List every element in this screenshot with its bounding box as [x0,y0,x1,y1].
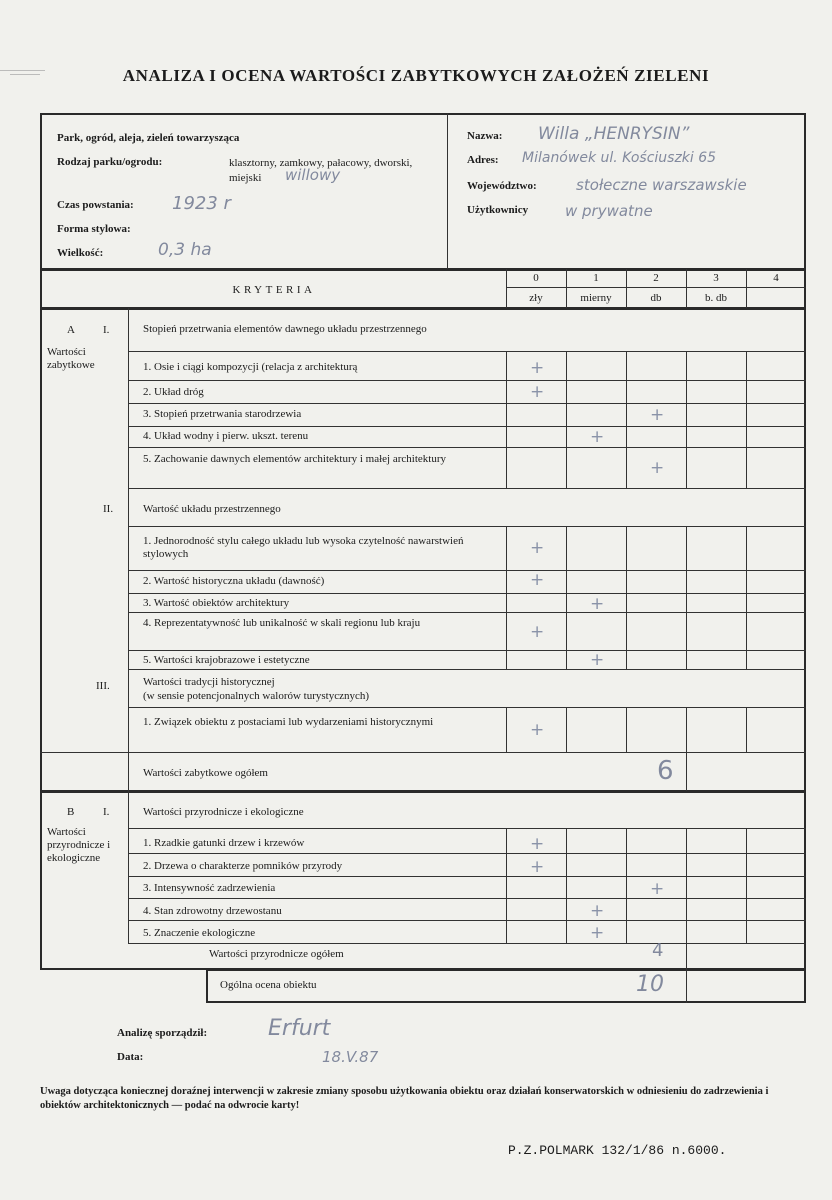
print-code: P.Z.POLMARK 132/1/86 n.6000. [508,1143,727,1158]
b-item-4: 4. Stan zdrowotny drzewostanu [143,905,282,917]
a3-title-1: Wartości tradycji historycznej [143,676,275,688]
a-total-handwritten: 6 [657,756,674,786]
score-mark: + [590,901,605,921]
a3-item-1: 1. Związek obiektu z postaciami lub wydarzeniami historycznymi [143,716,434,728]
forma-label: Forma stylowa: [57,223,131,235]
b-total-label: Wartości przyrodnicze ogółem [209,948,344,960]
rodzaj-handwritten: willowy [285,166,341,184]
form-title: ANALIZA I OCENA WARTOŚCI ZABYTKOWYCH ZAŁOŻEŃ ZIELENI [122,66,710,85]
adres-handwritten: Milanówek ul. Kościuszki 65 [522,150,717,166]
score-mark: + [590,594,605,614]
score-mark: + [530,622,545,642]
a1-item-2: 2. Układ dróg [143,386,204,398]
a2-item-2: 2. Wartość historyczna układu (dawność) [143,575,325,587]
a2-title: Wartość układu przestrzennego [143,503,281,515]
data-label: Data: [117,1051,144,1063]
b-item-2: 2. Drzewa o charakterze pomników przyrody [143,860,343,872]
a1-title: Stopień przetrwania elementów dawnego układu przestrzennego [143,323,427,335]
analiza-signature: Erfurt [268,1016,331,1041]
rodzaj-options: klasztorny, zamkowy, pałacowy, dworski, [229,157,413,169]
score-2: 2 [653,272,659,284]
a-total-label: Wartości zabytkowe ogółem [143,767,268,779]
a2-item-1: 1. Jednorodność stylu całego układu lub wysoka czytelność nawarstwień stylowych [143,535,464,560]
grade-3: b. db [705,292,727,304]
b-total-handwritten: 4 [652,940,664,961]
header-divider [447,113,448,270]
a2-item-3: 3. Wartość obiektów architektury [143,597,290,609]
a3-title-2: (w sensie potencjonalnych walorów turystycznych) [143,690,370,702]
score-mark: + [530,834,545,854]
grade-0: zły [529,292,543,304]
grade-1: mierny [580,292,612,304]
score-mark: + [530,538,545,558]
b-title: Wartości przyrodnicze i ekologiczne [143,806,304,818]
b-item-5: 5. Znaczenie ekologiczne [143,927,256,939]
score-4: 4 [773,272,779,284]
score-0: 0 [533,272,539,284]
a1-item-3: 3. Stopień przetrwania starodrzewia [143,408,302,420]
section-b-roman-1: I. [103,806,110,818]
czas-label: Czas powstania: [57,199,134,211]
section-b-code: B [67,806,75,818]
score-mark: + [590,923,605,943]
adres-label: Adres: [467,154,499,166]
wojewodztwo-handwritten: stołeczne warszawskie [576,176,747,194]
section-b-side-label: Wartości przyrodnicze i ekologiczne [47,826,111,864]
score-mark: + [530,382,545,402]
section-a-roman-3: III. [96,680,110,692]
analiza-label: Analizę sporządził: [117,1027,208,1039]
overall-label: Ogólna ocena obiektu [220,979,317,991]
nazwa-label: Nazwa: [467,130,503,142]
score-mark: + [590,650,605,670]
section-a-roman-2: II. [103,503,114,515]
score-mark: + [650,458,665,478]
rodzaj-options-cont: miejski [229,172,262,184]
uzytkownicy-label: Użytkownicy [467,204,529,216]
a1-item-1: 1. Osie i ciągi kompozycji (relacja z architekturą [143,361,358,373]
nazwa-handwritten: Willa „HENRYSIN” [538,124,690,144]
grade-2: db [650,292,662,304]
section-a-code: A [67,324,75,336]
b-item-3: 3. Intensywność zadrzewienia [143,882,276,894]
data-handwritten: 18.V.87 [322,1048,379,1066]
score-1: 1 [593,272,599,284]
score-mark: + [650,405,665,425]
wielkosc-handwritten: 0,3 ha [158,240,212,260]
a2-item-4: 4. Reprezentatywność lub unikalność w skali regionu lub kraju [143,617,421,629]
section-a-side-label: Wartości zabytkowe [47,346,95,371]
criteria-label: KRYTERIA [232,284,316,296]
section-a-roman-1: I. [103,324,110,336]
score-mark: + [530,857,545,877]
footer-note: Uwaga dotycząca koniecznej doraźnej interwencji w zakresie zmiany sposobu użytkowania obiektu oraz działań konserwatorskich w odniesieniu do zadrzewienia i obiektów architektonicznych — podać na odwrocie karty! [40,1086,769,1111]
b-item-1: 1. Rzadkie gatunki drzew i krzewów [143,837,305,849]
score-mark: + [530,358,545,378]
a1-item-4: 4. Układ wodny i pierw. ukszt. terenu [143,430,309,442]
a2-item-5: 5. Wartości krajobrazowe i estetyczne [143,654,310,666]
uzytkownicy-handwritten: w prywatne [565,202,653,220]
score-mark: + [590,427,605,447]
a1-item-5: 5. Zachowanie dawnych elementów architektury i małej architektury [143,453,446,465]
czas-handwritten: 1923 r [172,193,231,214]
overall-handwritten: 10 [636,972,664,997]
score-mark: + [530,570,545,590]
rodzaj-label: Rodzaj parku/ogrodu: [57,156,163,168]
park-label: Park, ogród, aleja, zieleń towarzysząca [57,132,240,144]
score-3: 3 [713,272,719,284]
wojewodztwo-label: Województwo: [467,180,537,192]
wielkosc-label: Wielkość: [57,247,104,259]
score-mark: + [530,720,545,740]
score-mark: + [650,879,665,899]
